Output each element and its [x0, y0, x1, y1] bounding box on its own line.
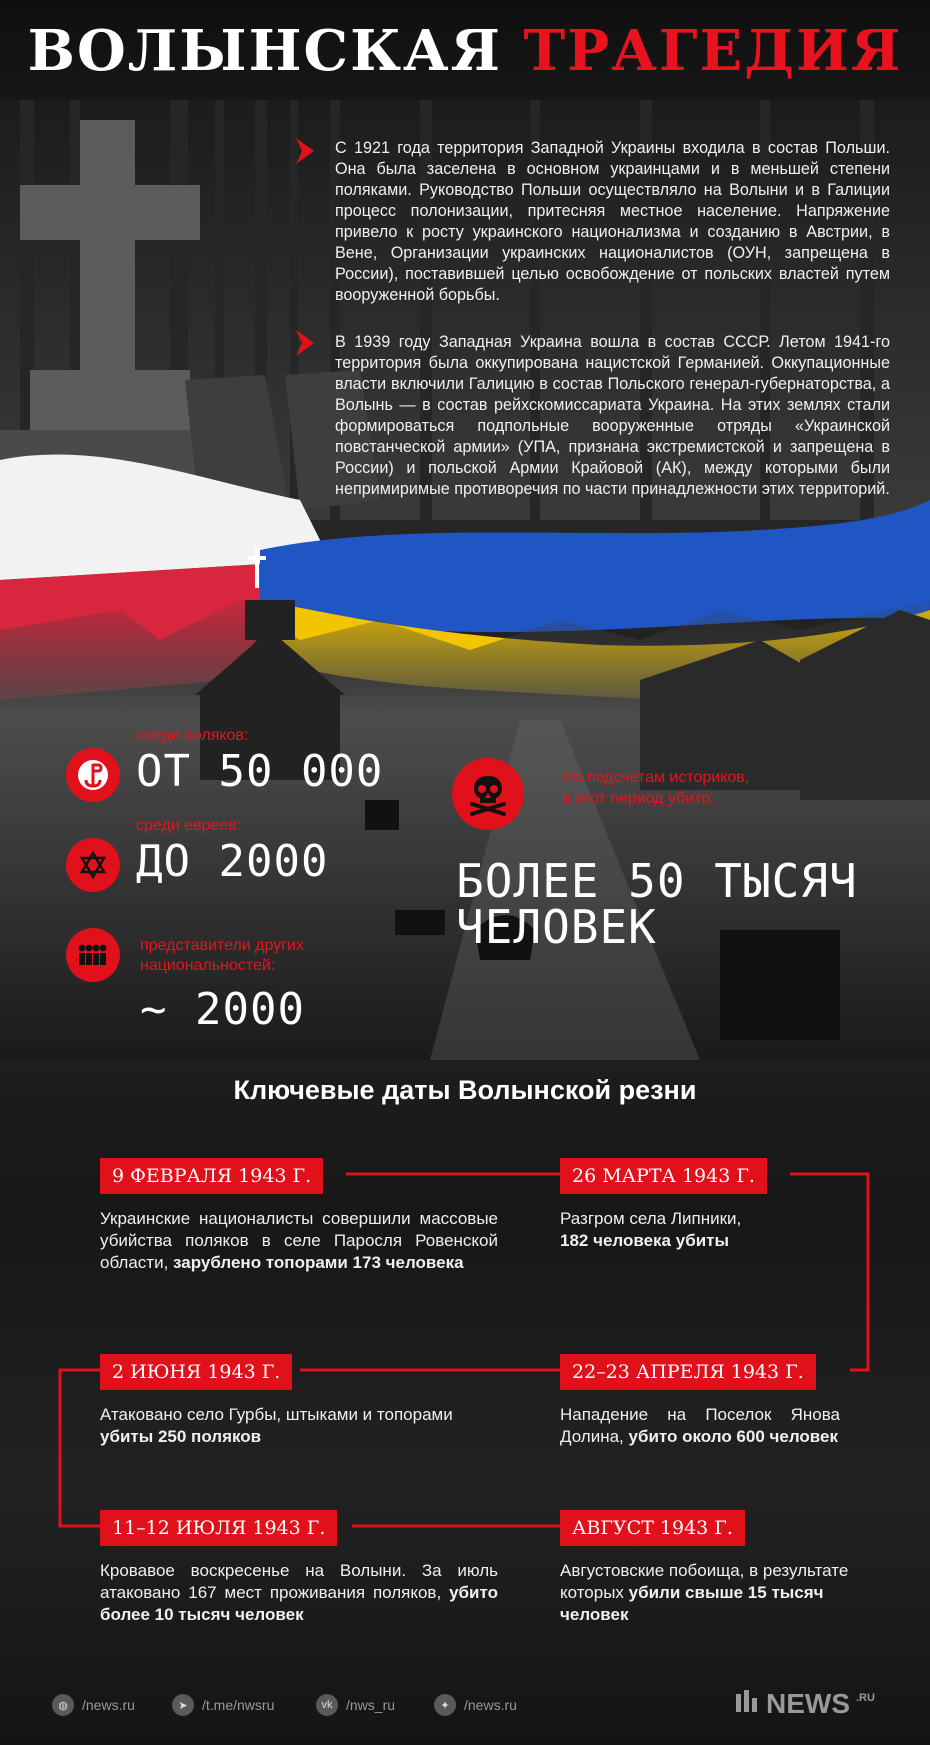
stat-others-label-2: национальностей:	[140, 957, 276, 974]
title-word-2: ТРАГЕДИЯ	[523, 18, 903, 84]
date-label: 11–12 ИЮЛЯ 1943 Г.	[100, 1510, 337, 1546]
title-word-1: ВОЛЫНСКАЯ	[27, 18, 502, 84]
stat-total-label-1: По подсчетам историков,	[562, 769, 750, 786]
date-description: Украинские националисты совершили массовые убийства поляков в селе Паросля Ровенской области, зарублено топорами 173 человека	[100, 1209, 498, 1272]
intro-paragraph-2: В 1939 году Западная Украина вошла в состав СССР. Летом 1941-го территория была оккупирована нацистской Германией. Оккупационные власти включили Галицию в состав Польского генерал-губернаторства, а Волынь — в состав рейхскомиссариата Украина. На этих землях стали формироваться подпольные вооруженные отряды «Украинской повстанческой армии» (УПА, признана экстремистской и запрещена в России) и польской Армии Крайовой (АК), между которыми были непримиримые противоречия по части принадлежности этих территорий.	[335, 333, 890, 498]
polish-resistance-icon	[66, 748, 120, 802]
date-label: АВГУСТ 1943 Г.	[560, 1510, 745, 1546]
star-of-david-icon	[66, 838, 120, 892]
date-description: Атаковано село Гурбы, штыками и топорами убиты 250 поляков	[100, 1405, 453, 1446]
section-title-key-dates: Ключевые даты Волынской резни	[233, 1075, 697, 1105]
date-description: Августовские побоища, в результате которых убили свыше 15 тысяч человек	[560, 1561, 849, 1624]
news-ru-logo: NEWS $^{.RU}$	[734, 1688, 875, 1720]
chevron-right-icon	[296, 138, 314, 164]
stat-others-value: ~ 2000	[140, 984, 305, 1035]
date-label: 22–23 АПРЕЛЯ 1943 Г.	[560, 1354, 816, 1390]
footer-link-telegram[interactable]: ➤ /t.me/nwsru	[172, 1694, 274, 1716]
stat-jews-value: ДО 2000	[136, 836, 329, 887]
stat-poles-value: ОТ 50 000	[136, 746, 384, 797]
stat-poles-label: среди поляков:	[136, 727, 249, 744]
telegram-icon: ➤	[172, 1694, 194, 1716]
dzen-icon: ✦	[434, 1694, 456, 1716]
date-description: Разгром села Липники, 182 человека убиты	[560, 1209, 742, 1250]
footer-link-vk[interactable]: vk /nws_ru	[316, 1694, 395, 1716]
date-label: 26 МАРТА 1943 Г.	[560, 1158, 767, 1194]
people-group-icon	[66, 928, 120, 982]
footer-link-dzen[interactable]: ✦ /news.ru	[434, 1694, 517, 1716]
stat-total-value-1: БОЛЕЕ 50 ТЫСЯЧ	[456, 854, 858, 908]
footer-link-website[interactable]: ◍ /news.ru	[52, 1694, 135, 1716]
news-logo-icon	[734, 1688, 760, 1714]
date-label: 2 ИЮНЯ 1943 Г.	[100, 1354, 292, 1390]
intro-paragraph-1: С 1921 года территория Западной Украины входила в состав Польши. Она была заселена в основном украинцами и в меньшей степени поляками. Руководство Польши осуществляло на Волыни и в Галиции процесс полонизации, притесняя местное население. Напряжение привело к росту украинского национализма и созданию в Австрии, в Вене, Организации украинских националистов (ОУН, запрещена в России), поставившей целью освобождение от польских властей путем вооруженной борьбы.	[335, 139, 890, 304]
stat-jews-label: среди евреев:	[136, 817, 242, 834]
date-label: 9 ФЕВРАЛЯ 1943 Г.	[100, 1158, 323, 1194]
page-title	[0, 18, 930, 84]
stat-others-label-1: представители других	[140, 937, 304, 954]
church-cross-icon	[246, 548, 268, 588]
footer	[0, 1680, 930, 1730]
chevron-right-icon	[296, 330, 314, 356]
stat-total-value-2: ЧЕЛОВЕК	[456, 900, 657, 954]
date-description: Кровавое воскресенье на Волыни. За июль атаковано 167 мест проживания поляков, убито более 10 тысяч человек	[100, 1561, 498, 1624]
globe-icon: ◍	[52, 1694, 74, 1716]
vk-icon: vk	[316, 1694, 338, 1716]
skull-crossbones-icon	[452, 758, 524, 830]
stat-total-label-2: в этот период убито:	[562, 790, 715, 807]
date-description: Нападение на Поселок Янова Долина, убито около 600 человек	[560, 1405, 840, 1446]
